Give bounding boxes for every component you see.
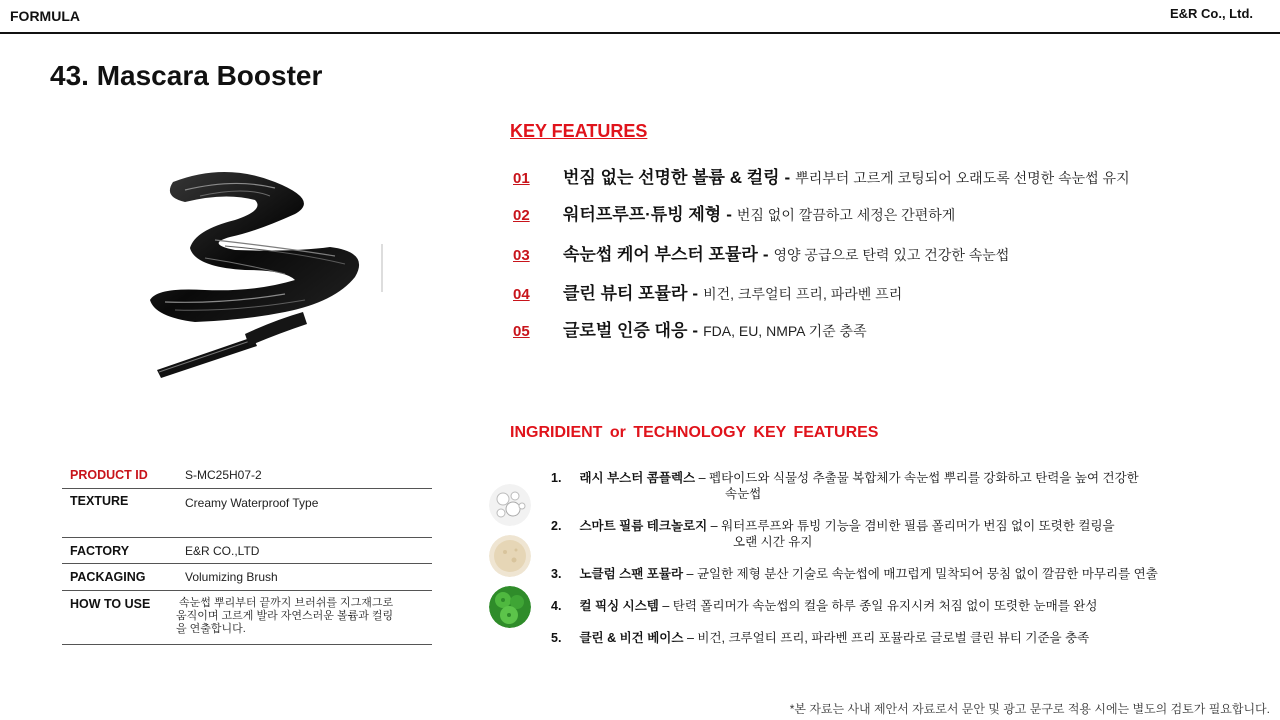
key-feature-item [513, 279, 902, 304]
feature-number: 03 [513, 247, 530, 264]
feature-dash: - [692, 284, 699, 303]
key-features-heading: KEY FEATURES [510, 121, 648, 141]
feature-description: 번짐 없이 깔끔하고 세정은 간편하게 [736, 207, 956, 223]
feature-description: FDA, EU, NMPA 기준 충족 [703, 323, 867, 339]
header-label-formula: FORMULA [10, 8, 80, 24]
spec-value: 속눈썹 뿌리부터 끝까지 브러쉬를 지그재그로 [176, 597, 394, 609]
key-feature-item [513, 240, 1009, 265]
feature-dash: - [784, 168, 791, 187]
technology-name: 노클럼 스팬 포뮬라 [579, 567, 684, 581]
key-feature-item [513, 163, 1130, 188]
spec-value: Volumizing Brush [185, 570, 278, 584]
feature-title: 워터프루프·튜빙 제형 [563, 205, 722, 224]
technology-item [551, 468, 1139, 486]
technology-item [551, 596, 1097, 614]
technology-item [551, 564, 1158, 582]
technology-description: – 워터프루프와 튜빙 기능을 겸비한 필름 폴리머가 번짐 없이 또렷한 컬링을 [710, 519, 1115, 533]
technology-number: 4. [551, 599, 562, 613]
technology-name: 컬 픽싱 시스템 [579, 599, 659, 613]
spec-key: HOW TO USE [70, 597, 151, 611]
company-name: E&R Co., Ltd. [1169, 6, 1253, 21]
spec-value: 움직이며 고르게 발라 자연스러운 볼륨과 컬링 [176, 610, 394, 622]
technology-number: 5. [551, 631, 562, 645]
product-spec-table [62, 459, 432, 645]
spec-value: Creamy Waterproof Type [185, 496, 319, 510]
herb-leaf-icon [489, 586, 531, 628]
spec-value: 을 연출합니다. [176, 623, 246, 635]
technology-name: 스마트 필름 테크놀로지 [579, 519, 708, 533]
disclaimer-footnote: *본 자료는 사내 제안서 자료로서 문안 및 광고 문구로 적용 시에는 별도의 검토가 필요합니다. [789, 702, 1270, 716]
spec-row-texture [62, 489, 432, 538]
feature-title: 글로벌 인증 대응 [563, 321, 688, 340]
spec-row-factory [62, 538, 432, 564]
spec-key: PACKAGING [70, 570, 146, 584]
technology-description-continued: 속눈썹 [725, 487, 762, 501]
spec-value: E&R CO.,LTD [185, 544, 260, 558]
technology-description: – 균일한 제형 분산 기술로 속눈썹에 매끄럽게 밀착되어 뭉침 없이 깔끔한 마무리를 연출 [686, 567, 1158, 581]
technology-number: 2. [551, 519, 562, 533]
feature-description: 영양 공급으로 탄력 있고 건강한 속눈썹 [773, 247, 1010, 263]
technology-item [551, 516, 1115, 534]
spec-key: FACTORY [70, 544, 130, 558]
feature-dash: - [726, 205, 732, 224]
spec-value: S-MC25H07-2 [185, 468, 262, 482]
feature-title: 클린 뷰티 포뮬라 [563, 284, 688, 303]
spec-key: PRODUCT ID [70, 468, 148, 482]
key-feature-item [513, 200, 955, 225]
feature-dash: - [762, 245, 769, 264]
technology-description: – 탄력 폴리머가 속눈썹의 컬을 하루 종일 유지시켜 처짐 없이 또렷한 눈매를 완성 [662, 599, 1098, 613]
feature-dash: - [692, 321, 699, 340]
spec-row-product-id [62, 459, 432, 489]
technology-description: – 펩타이드와 식물성 추출물 복합체가 속눈썹 뿌리를 강화하고 탄력을 높여 건강한 [698, 471, 1139, 485]
feature-title: 번짐 없는 선명한 볼륨 & 컬링 [563, 168, 780, 187]
ingredient-technology-heading: INGRIDIENT or TECHNOLOGY KEY FEATURES [510, 424, 879, 441]
technology-name: 클린 & 비건 베이스 [579, 631, 684, 645]
technology-description: – 비건, 크루얼티 프리, 파라벤 프리 포뮬라로 글로벌 클린 뷰티 기준을 충족 [686, 631, 1090, 645]
feature-title: 속눈썹 케어 부스터 포뮬라 [563, 245, 758, 264]
technology-item [551, 628, 1089, 646]
page-title: 43. Mascara Booster [50, 60, 323, 91]
feature-description: 비건, 크루얼티 프리, 파라벤 프리 [703, 286, 903, 302]
feature-number: 04 [513, 286, 530, 303]
technology-name: 래시 부스터 콤플렉스 [579, 471, 696, 485]
feature-number: 01 [513, 170, 530, 187]
feature-number: 02 [513, 207, 530, 224]
spec-row-packaging [62, 564, 432, 591]
feature-description: 뿌리부터 고르게 코팅되어 오래도록 선명한 속눈썹 유지 [795, 170, 1130, 186]
header-divider [0, 32, 1280, 34]
technology-description-continued: 오랜 시간 유지 [733, 535, 813, 549]
technology-number: 3. [551, 567, 562, 581]
mascara-product-image [135, 152, 390, 387]
key-feature-item [513, 316, 867, 341]
technology-number: 1. [551, 471, 562, 485]
powder-icon [489, 535, 531, 577]
spec-key: TEXTURE [70, 494, 129, 508]
spec-row-how-to-use [62, 591, 432, 645]
water-droplets-icon [489, 484, 531, 526]
feature-number: 05 [513, 323, 530, 340]
